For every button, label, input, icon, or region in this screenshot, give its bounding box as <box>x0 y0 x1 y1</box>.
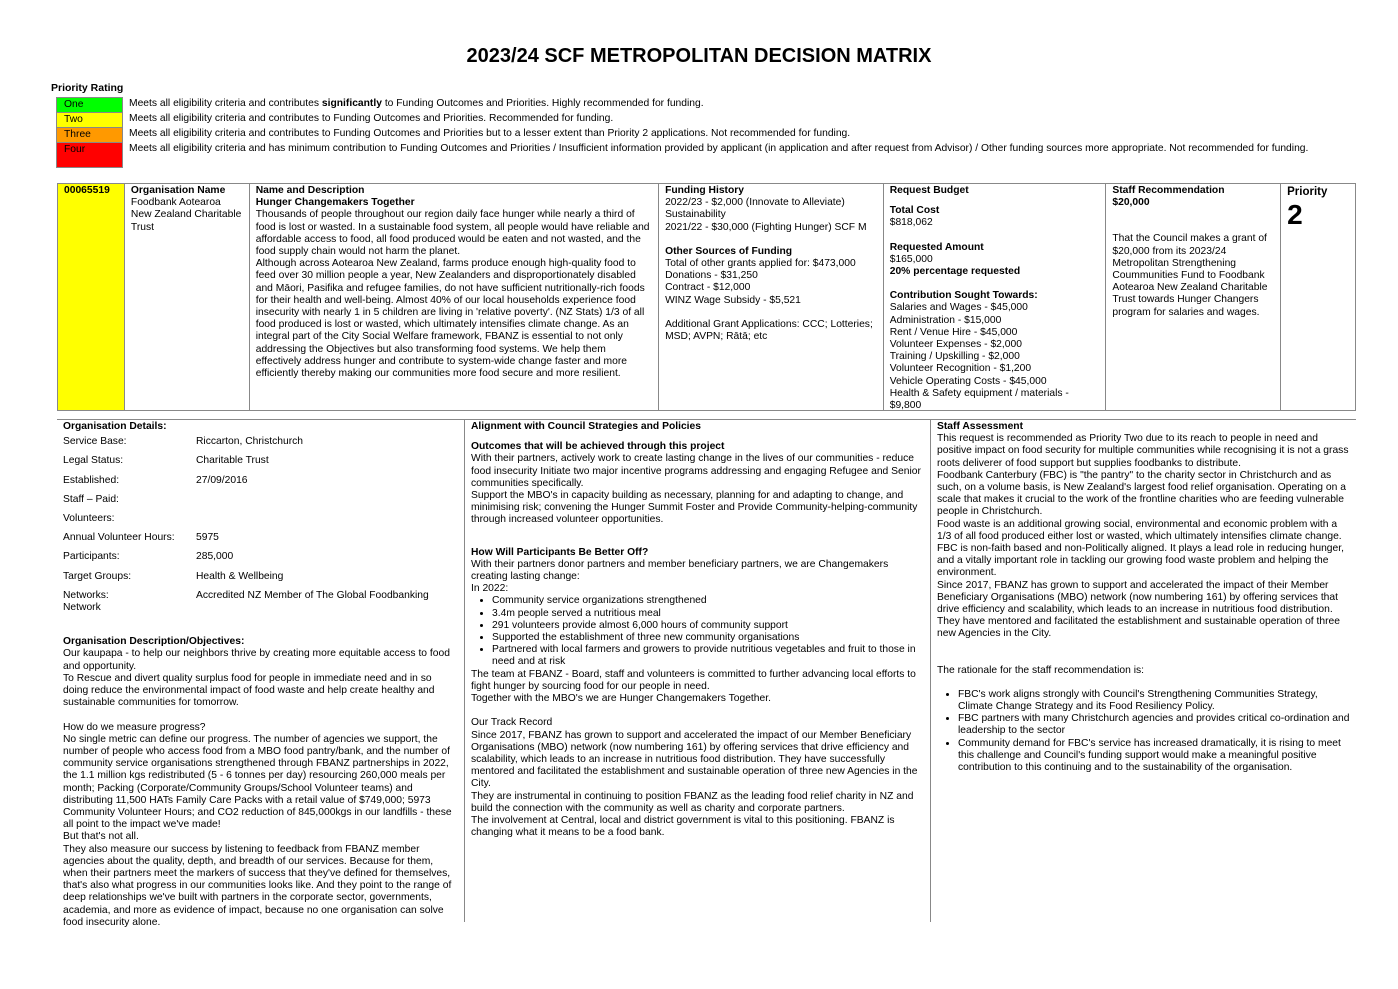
legend-row-one <box>56 97 1316 112</box>
list-item: • Supported the establishment of three new community organisations <box>492 632 924 644</box>
legend-swatch-three: Three <box>56 127 123 142</box>
priority-rating-heading: Priority Rating <box>51 82 124 94</box>
staff-assessment-heading: Staff Assessment <box>937 421 1024 432</box>
application-id: 00065519 <box>58 184 125 410</box>
additional-grants: Additional Grant Applications: CCC; Lotteries; MSD; AVPN; Rātā; etc <box>665 318 873 343</box>
org-details-heading: Organisation Details: <box>63 421 167 432</box>
details-section <box>57 419 1356 928</box>
legend-row-three <box>56 127 1316 142</box>
alignment-heading: Alignment with Council Strategies and Policies <box>471 421 702 432</box>
list-item: • FBC's work aligns strongly with Council's Strengthening Communities Strategy, Climate Change Strategy and its Food Resiliency Policy. <box>958 689 1350 713</box>
better-off-heading: How Will Participants Be Better Off? <box>471 546 649 558</box>
application-row <box>57 183 1356 411</box>
legend-swatch-two: Two <box>56 112 123 127</box>
percentage-requested: 20% percentage requested <box>889 266 1021 278</box>
detail-row-staff-paid: Staff – Paid: <box>63 493 119 505</box>
other-sources-heading: Other Sources of Funding <box>665 245 793 257</box>
org-name: Foodbank Aotearoa New Zealand Charitable Trust <box>130 197 242 233</box>
priority-value: 2 <box>1287 199 1303 231</box>
staff-recommendation-cell <box>1106 184 1281 410</box>
detail-row-volunteer-hours: Annual Volunteer Hours: 5975 <box>63 532 219 544</box>
funding-history-cell <box>659 184 884 410</box>
detail-row-service-base: Service Base: Riccarton, Christchurch <box>63 436 304 448</box>
list-item: • FBC partners with many Christchurch agencies and provides critical co-ordination and leadership to the sector <box>958 713 1350 737</box>
staff-recommendation-amount: $20,000 <box>1112 197 1150 209</box>
name-description-cell <box>250 184 659 410</box>
detail-row-legal-status: Legal Status: Charitable Trust <box>63 455 269 467</box>
legend-swatch-four: Four <box>56 142 123 168</box>
legend-text-one: Meets all eligibility criteria and contributes significantly to Funding Outcomes and Priorities. Highly recommended for funding. <box>129 98 704 109</box>
better-off-list <box>471 595 924 668</box>
staff-assessment-column <box>931 420 1356 922</box>
org-name-heading: Organisation Name <box>130 185 226 196</box>
list-item: • 291 volunteers provide almost 6,000 hours of community support <box>492 620 924 632</box>
legend-text-two: Meets all eligibility criteria and contributes to Funding Outcomes and Priorities. Recommended for funding. <box>129 113 614 124</box>
detail-row-participants: Participants: 285,000 <box>63 551 234 563</box>
org-description: Our kaupapa - to help our neighbors thrive by creating more equitable access to food and opportunity. To Rescue and divert quality surplus food for people in immediate need and in so doing reduce the environmental impact of food waste and help create healthy and sustainable communities for tomorrow. How do we measure progress? No single metric can define our progress. The number of agencies we support, the number of people who access food from a MBO food pantry/bank, and the number of community service organisations strengthened through FBANZ partnerships in 2022, the 1.1 million kgs redistributed (5 - 6 tonnes per day) resourcing 260,000 meals per month; Packing (Corporate/Community Groups/School Volunteer teams) and distributing 11,500 HATs Family Care Packs with a retail value of $749,000; 5973 Community Volunteer Hours; and CO2 reduction of 845,000kgs in our landfills - these all point to the impact we've made! But that's not all. They also measure our success by listening to feedback from FBANZ member agencies about the quality, depth, and breadth of our services. Because for them, when their partners meet the markers of success that they've defined for themselves, that's also what progress in our communities looks like. And they point to the range of deep relationships we've built with partners in the corporate sector, governments, academia, and more as evidence of impact, because no one organisation can solve food insecurity alone. <box>63 648 452 928</box>
list-item: • Community demand for FBC's service has increased dramatically, it is rising to meet this challenge and Council's funding support would make a meaningful positive contribution to this continuing and to the sustainability of the organisation. <box>958 738 1350 775</box>
contribution-list: Salaries and Wages - $45,000 Administration - $15,000 Rent / Venue Hire - $45,000 Volunteer Expenses - $2,000 Training / Upskilling - $2,000 Volunteer Recognition - $1,200 Vehicle Operating Costs - $45,000 Health & Safety equipment / materials - $9,800 <box>889 302 1069 410</box>
detail-row-networks: Networks: Network Accredited NZ Member of The Global Foodbanking <box>63 589 429 613</box>
outcomes-heading: Outcomes that will be achieved through this project <box>471 441 725 453</box>
total-cost-label: Total Cost <box>889 205 940 217</box>
staff-assessment-text: This request is recommended as Priority Two due to its reach to people in need and positive impact on food security for multiple communities while recognising it is not a grass roots deliverer of food support but supplies foodbanks to distribute. Foodbank Canterbury (FBC) is "the pantry" to the charity sector in Christchurch and as such, on a volume basis, is New Zealand's largest food relief organisation. Operating on a scale that makes it crucial to the work of the frontline charities who are feeding vulnerable people in Christchurch. Food waste is an additional growing social, environmental and economic problem with a 1/3 of all food produced either lost or wasted, which ultimately intensifies climate change. FBC is non-faith based and non-Politically aligned. It plays a lead role in reducing hunger, and a vitally important role in tackling our growing food waste problem and helping the environment. Since 2017, FBANZ has grown to support and accelerated the impact of their Member Beneficiary Organisations (MBO) network (now numbering 161) by offering services that drive efficiency and scalability, which leads to an increase in nutritious food distribution. They have mentored and facilitated the establishment and sustainable operation of three new Agencies in the City. <box>937 433 1349 640</box>
better-off-intro: With their partners donor partners and member beneficiary partners, we are Changemakers creating lasting change: In 2022: <box>471 558 889 595</box>
list-item: • 3.4m people served a nutritious meal <box>492 608 924 620</box>
priority-cell <box>1281 184 1355 410</box>
staff-recommendation-text: That the Council makes a grant of $20,000 from its 2023/24 Metropolitan Strengthening Coummunities Fund to Foodbank Aotearoa New Zealand Charitable Trust towards Hunger Changers program for salaries and wages. <box>1112 233 1268 318</box>
alignment-column <box>465 420 931 922</box>
list-item: • Partnered with local farmers and growers to provide nutritious vegetables and fruit to those in need and at risk <box>492 644 924 668</box>
org-description-heading: Organisation Description/Objectives: <box>63 636 245 648</box>
legend-row-two <box>56 112 1316 127</box>
detail-row-established: Established: 27/09/2016 <box>63 474 248 486</box>
priority-legend <box>56 97 1316 168</box>
legend-text-three: Meets all eligibility criteria and contributes to Funding Outcomes and Priorities but to a lesser extent than Priority 2 applications. Not recommended for funding. <box>129 128 851 139</box>
requested-label: Requested Amount <box>889 241 984 253</box>
requested-amount: $165,000 <box>889 253 933 265</box>
project-name: Hunger Changemakers Together <box>255 197 415 209</box>
rationale-intro: The rationale for the staff recommendation is: <box>937 664 1144 676</box>
legend-swatch-one: One <box>56 97 123 112</box>
list-item: • Community service organizations strengthened <box>492 595 924 607</box>
legend-row-four <box>56 142 1316 168</box>
outcomes-text: With their partners, actively work to create lasting change in the lives of our communities - reduce food insecurity Initiate two major incentive programs addressing and engaging Refugee and Senior communities specifically. Support the MBO's in capacity building as necessary, planning for and adapting to change, and minimising risk; convening the Hunger Summit Foster and Provide Community-helping-community through increased volunteer opportunities. <box>471 453 921 526</box>
name-description-heading: Name and Description <box>255 185 365 196</box>
detail-row-volunteers: Volunteers: <box>63 512 115 524</box>
detail-row-target-groups: Target Groups: Health & Wellbeing <box>63 570 284 582</box>
request-budget-heading: Request Budget <box>889 185 969 196</box>
rationale-list <box>937 689 1350 774</box>
organisation-details-column <box>57 420 465 928</box>
funding-history: 2022/23 - $2,000 (Innovate to Alleviate) Sustainability 2021/22 - $30,000 (Fighting Hunger) SCF M <box>665 197 867 233</box>
priority-heading: Priority <box>1287 186 1328 198</box>
legend-text-four: Meets all eligibility criteria and has minimum contribution to Funding Outcomes and Priorities / Insufficient information provided by applicant (in application and after request from Advisor) / Other funding sources more appropriate. Not recommended for funding. <box>129 143 1309 154</box>
page-title: 2023/24 SCF METROPOLITAN DECISION MATRIX <box>466 45 932 67</box>
other-sources: Total of other grants applied for: $473,000 Donations - $31,250 Contract - $12,000 WINZ Wage Subsidy - $5,521 <box>665 258 856 306</box>
org-name-cell <box>125 184 250 410</box>
project-description: Thousands of people throughout our region daily face hunger while nearly a third of food is lost or wasted. In a sustainable food system, all people would have reliable and affordable access to food, all food produced would be eaten and not wasted, and the food supply chain would not harm the planet. Although across Aotearoa New Zealand, farms produce enough high-quality food to feed over 30 million people a year, New Zealanders and disproportionately disabled and Māori, Pasifika and refugee families, do not have sufficient nutritionally-rich foods for their health and well-being. Almost 40% of our local households experience food insecurity with nearly 1 in 5 children are living in 'relative poverty'. (NZ Stats) 1/3 of all food produced is lost or wasted, which ultimately intensifies climate change. As an integral part of the City Social Welfare framework, FBANZ is essential to not only addressing the Objectives but also transforming food systems. We help them effectively address hunger and contribute to system-wide change faster and more efficiently thereby making our communities more food secure and more resilient. <box>255 209 650 380</box>
total-cost: $818,062 <box>889 217 933 229</box>
staff-recommendation-heading: Staff Recommendation <box>1112 185 1225 196</box>
better-off-outro: The team at FBANZ - Board, staff and volunteers is committed to further advancing local efforts to fight hunger by sourcing food for our people in need. Together with the MBO's we are Hunger Changemakers Together. Our Track Record Since 2017, FBANZ has grown to support and accelerated the impact of our Member Beneficiary Organisations (MBO) network (now numbering 161) by offering services that drive efficiency and scalability, which leads to an increase in nutritious food distribution. They have successfully mentored and facilitated the establishment and sustainable operation of three new Agencies in the City. They are instrumental in continuing to position FBANZ as the leading food relief charity in NZ and build the connection with the community as well as charity and corporate partners. The involvement at Central, local and district government is vital to this positioning. FBANZ is changing what it means to be a food bank. <box>471 668 918 839</box>
request-budget-cell <box>884 184 1107 410</box>
contribution-heading: Contribution Sought Towards: <box>889 290 1038 302</box>
funding-history-heading: Funding History <box>665 185 744 196</box>
